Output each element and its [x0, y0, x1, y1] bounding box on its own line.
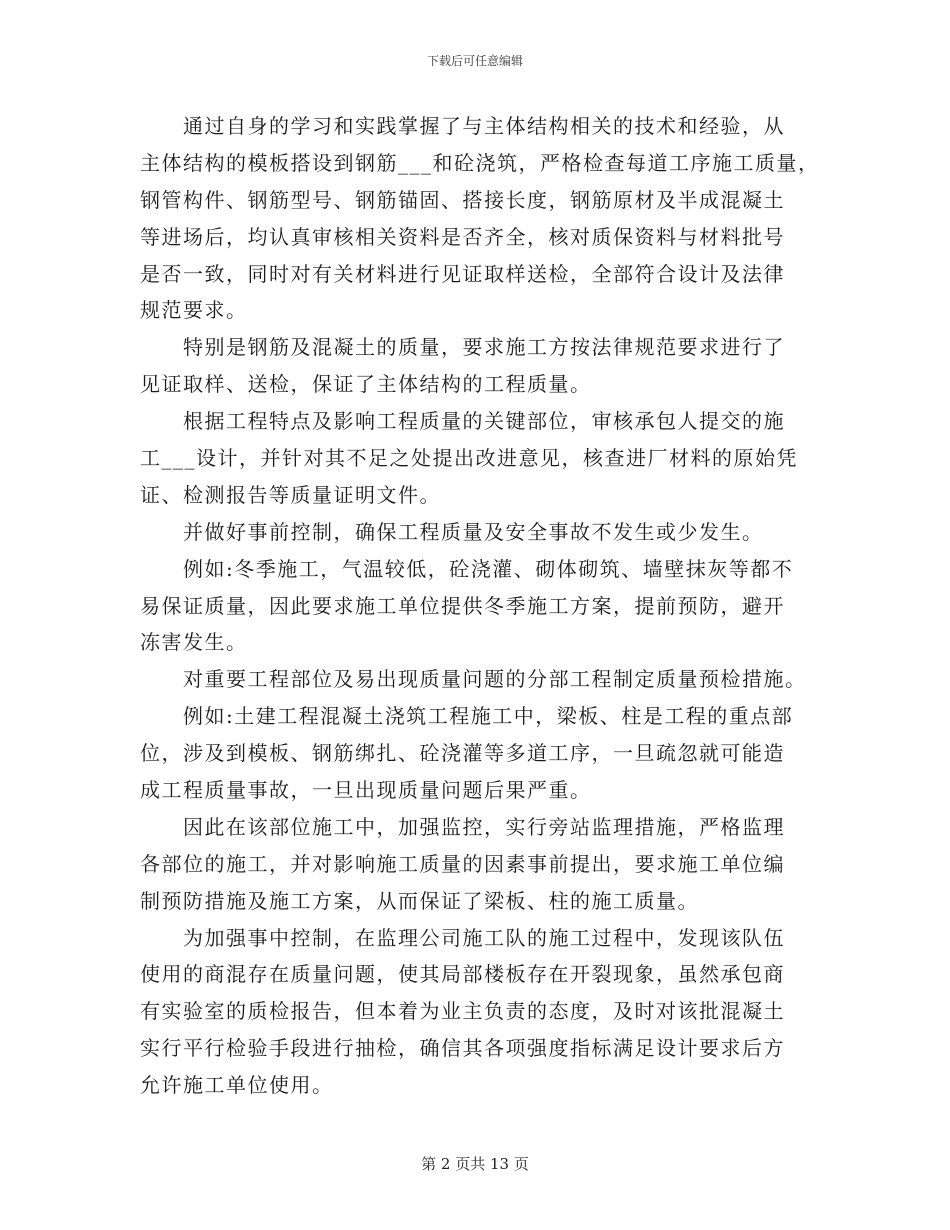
text-line: 并做好事前控制，确保工程质量及安全事故不发生或少发生。 — [140, 519, 764, 544]
text-line: 钢管构件、钢筋型号、钢筋锚固、搭接长度，钢筋原材及半成混凝土 — [140, 187, 785, 212]
text-line: 工___设计，并针对其不足之处提出改进意见，核查进厂材料的原始凭 — [140, 446, 798, 471]
text-line: 实行平行检验手段进行抽检，确信其各项强度指标满足设计要求后方 — [140, 1036, 785, 1061]
text-line: 因此在该部位施工中，加强监控，实行旁站监理措施，严格监理 — [140, 814, 785, 839]
page-number-footer: 第 2 页共 13 页 — [421, 1155, 529, 1173]
text-line: 特别是钢筋及混凝土的质量，要求施工方按法律规范要求进行了 — [140, 335, 785, 360]
text-line: 易保证质量，因此要求施工单位提供冬季施工方案，提前预防，避开 — [140, 593, 785, 618]
text-line: 根据工程特点及影响工程质量的关键部位，审核承包人提交的施 — [140, 409, 785, 434]
text-line: 位，涉及到模板、钢筋绑扎、砼浇灌等多道工序，一旦疏忽就可能造 — [140, 741, 785, 766]
text-line: 例如:冬季施工，气温较低，砼浇灌、砌体砌筑、墙壁抹灰等都不 — [140, 556, 794, 581]
text-line: 主体结构的模板搭设到钢筋___和砼浇筑，严格检查每道工序施工质量， — [140, 150, 820, 175]
document-body — [140, 108, 822, 1104]
text-line: 冻害发生。 — [140, 630, 248, 655]
text-line: 为加强事中控制，在监理公司施工队的施工过程中，发现该队伍 — [140, 925, 785, 950]
text-line: 例如:土建工程混凝土浇筑工程施工中，梁板、柱是工程的重点部 — [140, 704, 794, 729]
page-header-note: 下载后可任意编辑 — [426, 54, 523, 68]
text-line: 规范要求。 — [140, 298, 248, 323]
text-line: 成工程质量事故，一旦出现质量问题后果严重。 — [140, 778, 592, 803]
text-line: 使用的商混存在质量问题，使其局部楼板存在开裂现象，虽然承包商 — [140, 962, 785, 987]
text-line: 各部位的施工，并对影响施工质量的因素事前提出，要求施工单位编 — [140, 851, 785, 876]
text-line: 制预防措施及施工方案，从而保证了梁板、柱的施工质量。 — [140, 888, 699, 913]
text-line: 允许施工单位使用。 — [140, 1073, 334, 1098]
text-line: 证、检测报告等质量证明文件。 — [140, 482, 441, 507]
text-line: 见证取样、送检，保证了主体结构的工程质量。 — [140, 372, 592, 397]
text-line: 有实验室的质检报告，但本着为业主负责的态度，及时对该批混凝土 — [140, 999, 785, 1024]
text-line: 是否一致，同时对有关材料进行见证取样送检，全部符合设计及法律 — [140, 261, 785, 286]
text-line: 对重要工程部位及易出现质量问题的分部工程制定质量预检措施。 — [140, 667, 807, 692]
text-line: 通过自身的学习和实践掌握了与主体结构相关的技术和经验，从 — [140, 114, 785, 138]
text-line: 等进场后，均认真审核相关资料是否齐全，核对质保资料与材料批号 — [140, 224, 785, 249]
